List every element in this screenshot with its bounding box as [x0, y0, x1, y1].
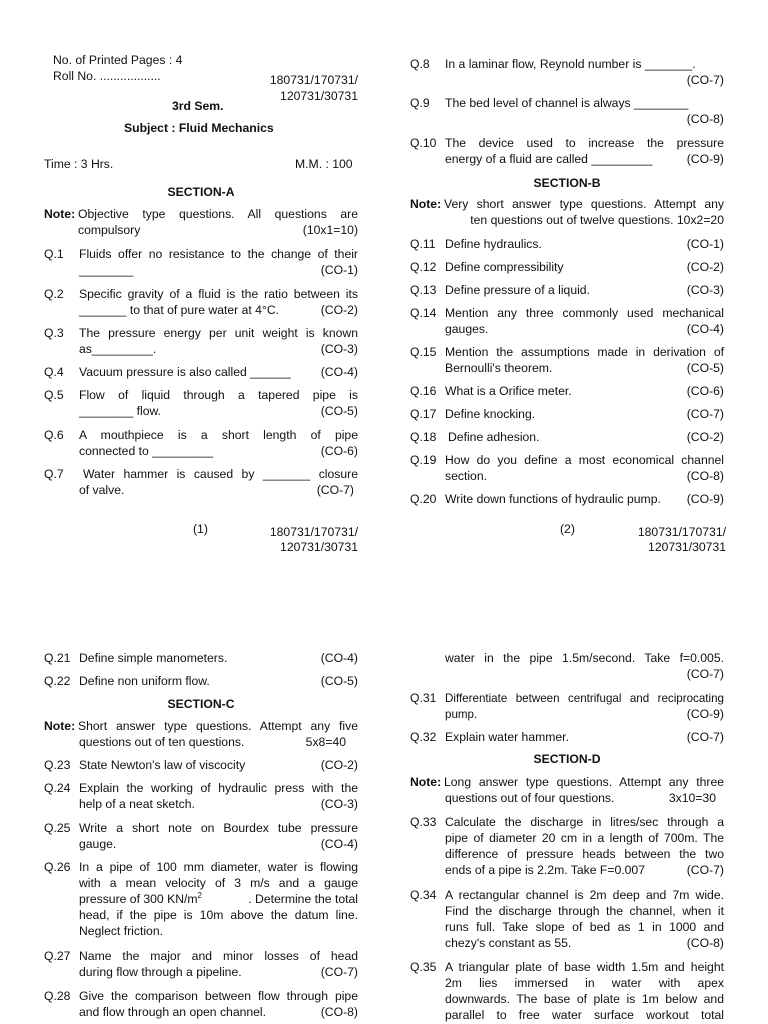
- question-9: [410, 96, 724, 130]
- course-outcome: (CO-8): [320, 1005, 358, 1019]
- question-text: help of a neat sketch.: [79, 797, 195, 811]
- question-text: In a laminar flow, Reynold number is _______.: [445, 57, 696, 71]
- note-section-a: [44, 207, 358, 241]
- question-5: [44, 388, 358, 422]
- question-number: Q.19: [410, 453, 437, 467]
- course-outcome: (CO-6): [320, 444, 358, 458]
- note-text: Objective type questions. All questions are: [78, 207, 358, 221]
- question-text: Define simple manometers.: [79, 651, 228, 665]
- question-text: head, if the pipe is 10m above the datum line.: [79, 908, 358, 922]
- question-number: Q.20: [410, 492, 437, 506]
- note-label: Note:: [410, 775, 442, 789]
- question-22: [44, 674, 358, 692]
- question-text: Explain the working of hydraulic press with the: [79, 781, 358, 795]
- question-number: Q.33: [410, 815, 437, 829]
- exam-time: Time : 3 Hrs.: [44, 157, 114, 171]
- question-number: Q.23: [44, 758, 71, 772]
- question-text: _______ to that of pure water at 4°C.: [79, 303, 280, 317]
- question-text: Specific gravity of a fluid is the ratio between its: [79, 287, 358, 301]
- question-text: [79, 892, 358, 908]
- question-number: Q.17: [410, 407, 437, 421]
- footer-code-line1: 180731/170731/: [269, 525, 358, 539]
- question-13: [410, 283, 724, 301]
- question-number: Q.32: [410, 730, 437, 744]
- question-text: parallel to free water surface workout total: [445, 1008, 724, 1022]
- question-34: [410, 888, 724, 954]
- question-32: [410, 730, 724, 748]
- question-26: [44, 860, 358, 942]
- footer-code-line2: 120731/30731: [280, 540, 358, 554]
- question-10: [410, 136, 724, 170]
- question-number: Q.7: [44, 467, 64, 481]
- paper-code-line1: 180731/170731/: [269, 73, 358, 87]
- question-7: [44, 467, 358, 501]
- note-text: Long answer type questions. Attempt any three: [444, 775, 724, 789]
- semester: 3rd Sem.: [172, 99, 224, 113]
- question-20: [410, 492, 724, 510]
- question-text: Bernoulli's theorem.: [445, 361, 553, 375]
- question-text: Mention any three commonly used mechanical: [445, 306, 724, 320]
- question-30-continued: [410, 651, 724, 685]
- question-3: [44, 326, 358, 360]
- course-outcome: (CO-7): [686, 667, 724, 681]
- question-text: Define knocking.: [445, 407, 536, 421]
- section-b-heading: SECTION-B: [533, 176, 601, 190]
- question-text: with a mean velocity of 3 m/s and a gauge: [79, 876, 358, 890]
- question-number: Q.22: [44, 674, 71, 688]
- course-outcome: (CO-4): [320, 651, 358, 665]
- question-text: How do you define a most economical channel: [445, 453, 724, 467]
- question-25: [44, 821, 358, 855]
- question-text: Explain water hammer.: [445, 730, 569, 744]
- question-15: [410, 345, 724, 379]
- course-outcome: (CO-2): [686, 430, 724, 444]
- course-outcome: (CO-7): [686, 73, 724, 87]
- page-number: (1): [193, 522, 208, 536]
- question-text: ________ flow.: [79, 404, 161, 418]
- question-4: [44, 365, 358, 383]
- question-text: Write a short note on Bourdex tube pressure: [79, 821, 358, 835]
- course-outcome: (CO-8): [686, 112, 724, 126]
- question-text: The pressure energy per unit weight is known: [79, 326, 358, 340]
- question-text: Fluids offer no resistance to the change of their: [79, 247, 358, 261]
- note-section-c: [44, 719, 358, 753]
- footer-code-line2: 120731/30731: [648, 540, 726, 554]
- question-text: A triangular plate of base width 1.5m and height: [445, 960, 724, 974]
- question-text: What is a Orifice meter.: [445, 384, 572, 398]
- course-outcome: (CO-6): [686, 384, 724, 398]
- note-text: ten questions out of twelve questions. 10x2=20: [470, 213, 724, 227]
- question-number: Q.10: [410, 136, 437, 150]
- note-label: Note:: [44, 207, 76, 221]
- question-text: Give the comparison between flow through pipe: [79, 989, 358, 1003]
- question-27: [44, 949, 358, 983]
- question-text: chezy's constant as 55.: [445, 936, 572, 950]
- question-text: Define non uniform flow.: [79, 674, 210, 688]
- question-number: Q.24: [44, 781, 71, 795]
- course-outcome: (CO-7): [316, 483, 354, 497]
- question-31: [410, 691, 724, 725]
- question-text: Define hydraulics.: [445, 237, 542, 251]
- question-number: Q.18: [410, 430, 437, 444]
- question-number: Q.16: [410, 384, 437, 398]
- question-number: Q.8: [410, 57, 430, 71]
- course-outcome: (CO-1): [686, 237, 724, 251]
- question-text: during flow through a pipeline.: [79, 965, 242, 979]
- question-21: [44, 651, 358, 669]
- course-outcome: (CO-9): [686, 707, 724, 721]
- question-text: connected to _________: [79, 444, 214, 458]
- question-number: Q.9: [410, 96, 430, 110]
- note-marks: 3x10=30: [668, 791, 716, 805]
- question-number: Q.4: [44, 365, 64, 379]
- question-number: Q.34: [410, 888, 437, 902]
- question-text-part: pressure of 300 $KN/m^2$: [79, 890, 202, 906]
- question-number: Q.35: [410, 960, 437, 974]
- question-35: [410, 960, 724, 1024]
- question-text: downwards. The base of plate is 1m below and: [445, 992, 724, 1006]
- question-text: Name the major and minor losses of head: [79, 949, 358, 963]
- question-text: pump.: [445, 708, 478, 721]
- question-number: Q.13: [410, 283, 437, 297]
- note-marks: 5x8=40: [305, 735, 346, 749]
- course-outcome: (CO-7): [686, 730, 724, 744]
- question-1: [44, 247, 358, 281]
- question-number: Q.3: [44, 326, 64, 340]
- question-text: section.: [445, 469, 488, 483]
- question-number: Q.15: [410, 345, 437, 359]
- course-outcome: (CO-5): [320, 674, 358, 688]
- question-number: Q.12: [410, 260, 437, 274]
- note-label: Note:: [410, 197, 442, 211]
- question-text: The bed level of channel is always ________: [445, 96, 689, 110]
- question-19: [410, 453, 724, 487]
- question-text: and flow through an open channel.: [79, 1005, 267, 1019]
- question-18: [410, 430, 724, 448]
- question-text: Flow of liquid through a tapered pipe is: [79, 388, 358, 402]
- question-text: difference of pressure heads between the two: [445, 847, 724, 861]
- note-section-b: [410, 197, 724, 231]
- course-outcome: (CO-1): [320, 263, 358, 277]
- question-text: energy of a fluid are called _________: [445, 152, 653, 166]
- question-33: [410, 815, 724, 881]
- question-text: Define compressibility: [445, 260, 564, 274]
- question-text: Find the discharge through the channel, when it: [445, 904, 724, 918]
- footer-code-line1: 180731/170731/: [637, 525, 726, 539]
- question-number: Q.11: [410, 237, 436, 251]
- question-text: runs full. Take slope of bed as 1 in 1000 and: [445, 920, 724, 934]
- question-16: [410, 384, 724, 402]
- question-number: Q.5: [44, 388, 64, 402]
- question-number: Q.21: [44, 651, 71, 665]
- max-marks: M.M. : 100: [295, 157, 353, 171]
- page-number: (2): [560, 522, 575, 536]
- course-outcome: (CO-3): [320, 797, 358, 811]
- course-outcome: (CO-7): [686, 863, 724, 877]
- question-number: Q.25: [44, 821, 71, 835]
- question-text: 2m lies immersed in water with apex: [445, 976, 724, 990]
- question-number: Q.2: [44, 287, 64, 301]
- question-number: Q.31: [410, 691, 437, 705]
- question-text: In a pipe of 100 mm diameter, water is flowing: [79, 860, 358, 874]
- course-outcome: (CO-4): [320, 365, 358, 379]
- note-text: questions out of ten questions.: [79, 735, 245, 749]
- section-c-heading: SECTION-C: [167, 697, 235, 711]
- course-outcome: (CO-2): [320, 758, 358, 772]
- note-marks: (10x1=10): [302, 223, 358, 237]
- question-text: Water hammer is caused by _______ closure: [83, 467, 358, 481]
- question-text: pipe of diameter 20 cm in a length of 700m. The: [445, 831, 724, 845]
- question-text: of valve.: [79, 483, 125, 497]
- superscript: 2: [197, 890, 202, 900]
- section-d-heading: SECTION-D: [533, 752, 601, 766]
- course-outcome: (CO-8): [686, 936, 724, 950]
- course-outcome: (CO-4): [686, 322, 724, 336]
- course-outcome: (CO-9): [686, 152, 724, 166]
- question-text: A rectangular channel is 2m deep and 7m wide.: [445, 888, 724, 902]
- question-8: [410, 57, 724, 91]
- question-text: Neglect friction.: [79, 924, 163, 938]
- course-outcome: (CO-9): [686, 492, 724, 506]
- question-number: Q.14: [410, 306, 437, 320]
- question-text: water in the pipe 1.5m/second. Take f=0.005.: [445, 651, 724, 665]
- note-text: compulsory: [78, 223, 141, 237]
- question-text: gauges.: [445, 322, 489, 336]
- question-2: [44, 287, 358, 321]
- question-text: Write down functions of hydraulic pump.: [445, 492, 661, 506]
- question-number: Q.1: [44, 247, 64, 261]
- question-number: Q.28: [44, 989, 71, 1003]
- question-11: [410, 237, 724, 255]
- question-text: State Newton's law of viscocity: [79, 758, 246, 772]
- question-number: Q.27: [44, 949, 71, 963]
- course-outcome: (CO-7): [320, 965, 358, 979]
- question-text: Differentiate between centrifugal and reciprocating: [445, 692, 724, 705]
- question-text: Define pressure of a liquid.: [445, 283, 590, 297]
- question-14: [410, 306, 724, 340]
- paper-code-line2: 120731/30731: [280, 89, 358, 103]
- printed-pages: No. of Printed Pages : 4: [53, 53, 183, 67]
- question-28: [44, 989, 358, 1023]
- course-outcome: (CO-8): [686, 469, 724, 483]
- question-24: [44, 781, 358, 815]
- question-23: [44, 758, 358, 776]
- question-number: Q.26: [44, 860, 71, 874]
- question-text: ________: [79, 263, 134, 277]
- question-text: A mouthpiece is a short length of pipe: [79, 428, 358, 442]
- subject: Subject : Fluid Mechanics: [124, 121, 274, 135]
- course-outcome: (CO-2): [686, 260, 724, 274]
- question-text: Mention the assumptions made in derivation of: [445, 345, 724, 359]
- question-text-part: . Determine the total: [248, 892, 358, 906]
- question-text: Define adhesion.: [448, 430, 540, 444]
- note-text: questions out of four questions.: [445, 791, 615, 805]
- question-12: [410, 260, 724, 278]
- question-6: [44, 428, 358, 462]
- note-text: Very short answer type questions. Attempt any: [444, 197, 724, 211]
- note-text: Short answer type questions. Attempt any five: [78, 719, 358, 733]
- question-text: as_________.: [79, 342, 157, 356]
- course-outcome: (CO-5): [686, 361, 724, 375]
- note-section-d: [410, 775, 724, 809]
- question-text: gauge.: [79, 837, 117, 851]
- roll-number: Roll No. ..................: [53, 69, 161, 83]
- note-label: Note:: [44, 719, 76, 733]
- question-text: ends of a pipe is 2.2m. Take F=0.007: [445, 863, 645, 877]
- question-text: Calculate the discharge in litres/sec through a: [445, 815, 724, 829]
- question-17: [410, 407, 724, 425]
- course-outcome: (CO-7): [686, 407, 724, 421]
- question-number: Q.6: [44, 428, 64, 442]
- question-text: Vacuum pressure is also called ______: [79, 365, 291, 379]
- course-outcome: (CO-3): [686, 283, 724, 297]
- course-outcome: (CO-4): [320, 837, 358, 851]
- course-outcome: (CO-5): [320, 404, 358, 418]
- course-outcome: (CO-3): [320, 342, 358, 356]
- question-text: The device used to increase the pressure: [445, 136, 724, 150]
- course-outcome: (CO-2): [320, 303, 358, 317]
- section-a-heading: SECTION-A: [167, 185, 235, 199]
